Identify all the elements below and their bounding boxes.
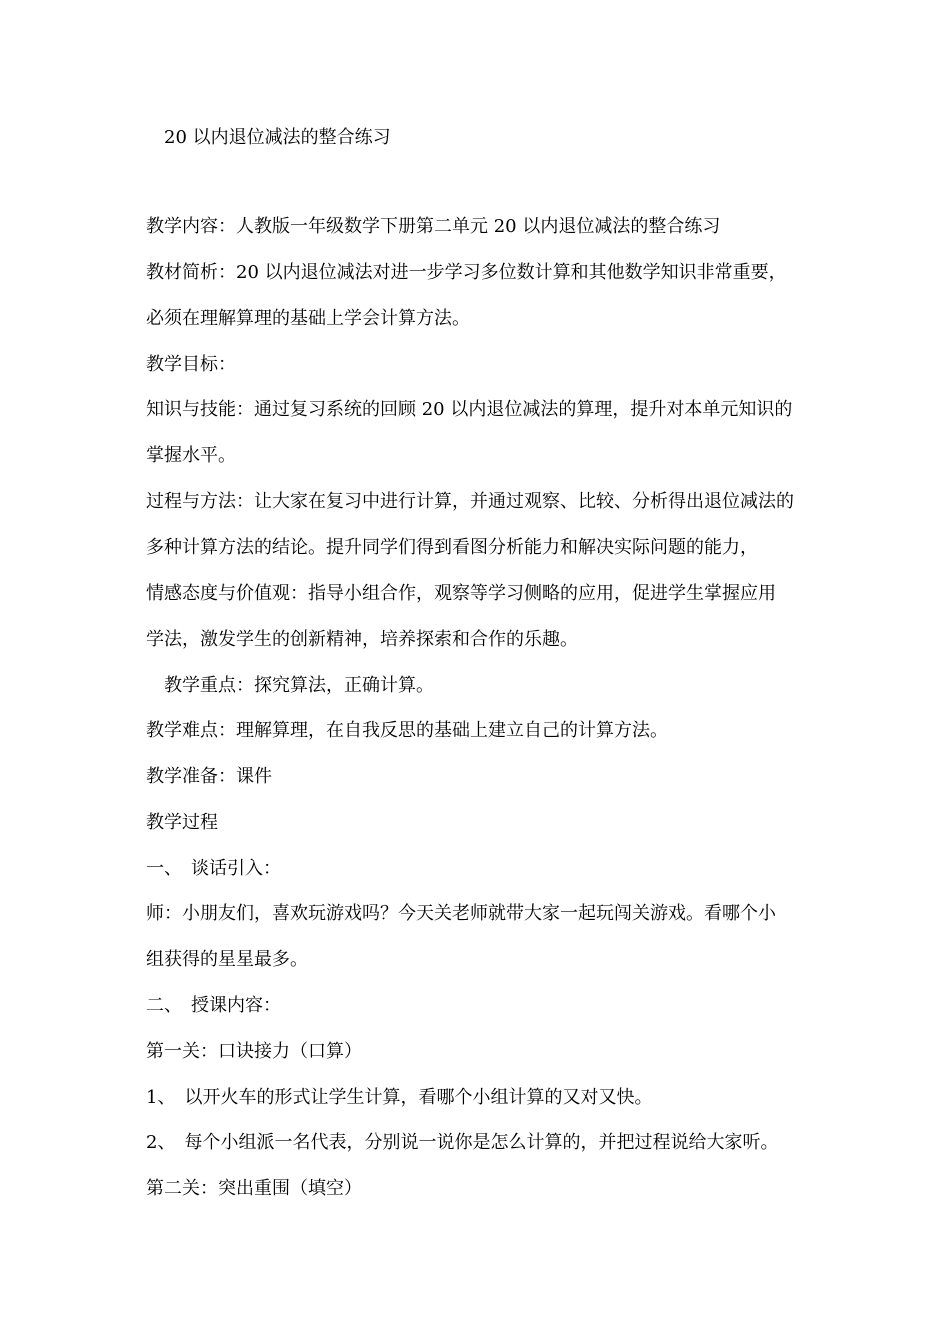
section-one-heading: 一、 谈话引入： [146, 858, 281, 879]
teacher-speech-line-2: 组获得的星星最多。 [146, 949, 308, 970]
document-title: 20 以内退位减法的整合练习 [164, 127, 391, 148]
teaching-key-point: 教学重点：探究算法，正确计算。 [164, 675, 434, 696]
level-one-item-1: 1、 以开火车的形式让学生计算，看哪个小组计算的又对又快。 [146, 1087, 653, 1108]
teacher-speech-line-1: 师：小朋友们，喜欢玩游戏吗？今天关老师就带大家一起玩闯关游戏。看哪个小 [146, 903, 776, 924]
level-one-item-2: 2、 每个小组派一名代表，分别说一说你是怎么计算的，并把过程说给大家听。 [146, 1132, 779, 1153]
level-two-heading: 第二关：突出重围（填空） [146, 1178, 362, 1199]
knowledge-skills-line-2: 掌握水平。 [146, 445, 236, 466]
emotion-values-line-1: 情感态度与价值观：指导小组合作，观察等学习侧略的应用，促进学生掌握应用 [146, 583, 776, 604]
teaching-content-line: 教学内容：人教版一年级数学下册第二单元 20 以内退位减法的整合练习 [146, 216, 721, 237]
material-analysis-line-2: 必须在理解算理的基础上学会计算方法。 [146, 308, 470, 329]
level-one-heading: 第一关：口诀接力（口算） [146, 1041, 362, 1062]
section-two-heading: 二、 授课内容： [146, 995, 281, 1016]
teaching-preparation: 教学准备：课件 [146, 766, 272, 787]
teaching-goals-heading: 教学目标： [146, 354, 236, 375]
emotion-values-line-2: 学法，激发学生的创新精神，培养探索和合作的乐趣。 [146, 629, 578, 650]
process-method-line-2: 多种计算方法的结论。提升同学们得到看图分析能力和解决实际问题的能力， [146, 537, 758, 558]
process-method-line-1: 过程与方法：让大家在复习中进行计算，并通过观察、比较、分析得出退位减法的 [146, 491, 794, 512]
knowledge-skills-line-1: 知识与技能：通过复习系统的回顾 20 以内退位减法的算理，提升对本单元知识的 [146, 399, 793, 420]
teaching-difficulty: 教学难点：理解算理，在自我反思的基础上建立自己的计算方法。 [146, 720, 668, 741]
teaching-process-heading: 教学过程 [146, 812, 218, 833]
material-analysis-line-1: 教材简析：20 以内退位减法对进一步学习多位数计算和其他数学知识非常重要， [146, 262, 787, 283]
